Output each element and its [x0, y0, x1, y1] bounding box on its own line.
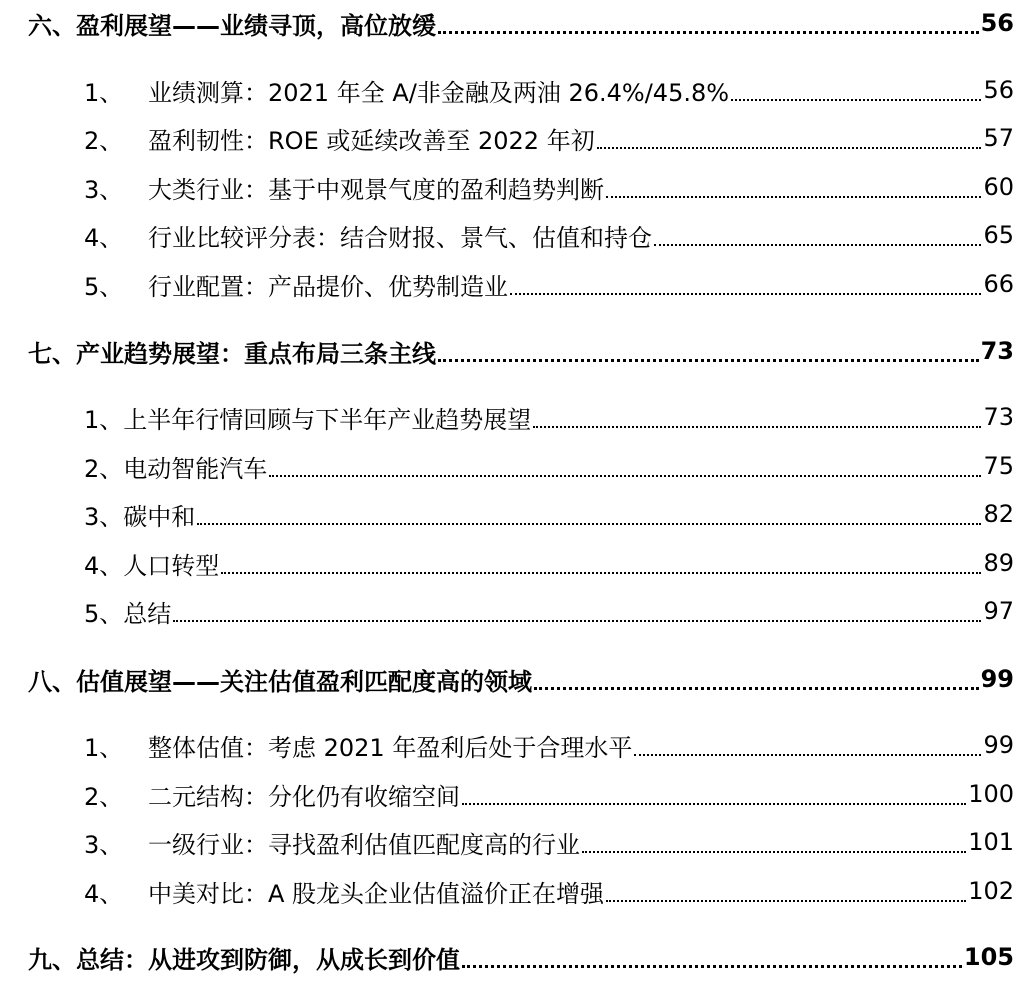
- toc-item[interactable]: [0, 215, 1034, 255]
- item-title: 人口转型: [123, 551, 220, 580]
- page-number: 57: [983, 124, 1014, 152]
- item-number: 3、: [84, 502, 124, 531]
- item-title: 二元结构：分化仍有收缩空间: [148, 782, 460, 811]
- dot-leader: [197, 523, 981, 525]
- page-number: 101: [968, 828, 1014, 856]
- dot-leader: [438, 31, 979, 34]
- page-number: 89: [983, 549, 1014, 577]
- page-number: 56: [980, 9, 1014, 37]
- toc-section-9[interactable]: [0, 937, 1034, 977]
- dot-leader: [597, 147, 982, 149]
- page-number: 60: [983, 173, 1014, 201]
- item-number: 5、: [84, 272, 124, 301]
- page-number: 66: [983, 270, 1014, 298]
- toc-item[interactable]: [0, 725, 1034, 765]
- dot-leader: [582, 851, 966, 853]
- toc-item[interactable]: [0, 871, 1034, 911]
- toc-item[interactable]: [0, 822, 1034, 862]
- toc-item[interactable]: [0, 397, 1034, 437]
- item-title: 盈利韧性：ROE 或延续改善至 2022 年初: [148, 126, 595, 155]
- dot-leader: [534, 687, 979, 690]
- page-number: 75: [983, 452, 1014, 480]
- toc-item[interactable]: [0, 264, 1034, 304]
- dot-leader: [462, 965, 962, 968]
- page-number: 65: [983, 221, 1014, 249]
- toc-item[interactable]: [0, 774, 1034, 814]
- item-title: 碳中和: [123, 502, 196, 531]
- dot-leader: [269, 475, 981, 477]
- toc-section-8[interactable]: [0, 659, 1034, 699]
- item-number: 4、: [84, 879, 124, 908]
- toc-section-6[interactable]: [0, 3, 1034, 43]
- page-number: 56: [983, 76, 1014, 104]
- item-number: 3、: [84, 830, 124, 859]
- dot-leader: [606, 196, 981, 198]
- page-number: 97: [983, 597, 1014, 625]
- page-number: 73: [983, 403, 1014, 431]
- item-number: 1、: [84, 405, 124, 434]
- item-title: 整体估值：考虑 2021 年盈利后处于合理水平: [148, 733, 633, 762]
- dot-leader: [221, 572, 981, 574]
- page-number: 100: [968, 780, 1014, 808]
- item-title: 大类行业：基于中观景气度的盈利趋势判断: [148, 175, 604, 204]
- item-title: 行业配置：产品提价、优势制造业: [148, 272, 508, 301]
- item-number: 3、: [84, 175, 124, 204]
- toc-item[interactable]: [0, 543, 1034, 583]
- item-number: 2、: [84, 454, 124, 483]
- section-title: 九、总结：从进攻到防御，从成长到价值: [28, 945, 460, 974]
- page-number: 99: [983, 731, 1014, 759]
- item-number: 2、: [84, 782, 124, 811]
- item-number: 4、: [84, 223, 124, 252]
- page-number: 82: [983, 500, 1014, 528]
- toc-item[interactable]: [0, 167, 1034, 207]
- toc-item[interactable]: [0, 494, 1034, 534]
- dot-leader: [173, 620, 981, 622]
- dot-leader: [654, 244, 981, 246]
- item-number: 1、: [84, 78, 124, 107]
- toc-section-7[interactable]: [0, 331, 1034, 371]
- section-title: 八、估值展望——关注估值盈利匹配度高的领域: [28, 667, 532, 696]
- dot-leader: [510, 293, 981, 295]
- page-number: 102: [968, 877, 1014, 905]
- item-title: 业绩测算：2021 年全 A/非金融及两油 26.4%/45.8%: [148, 78, 730, 107]
- section-title: 七、产业趋势展望：重点布局三条主线: [28, 339, 436, 368]
- toc-item[interactable]: [0, 446, 1034, 486]
- page-number: 105: [963, 943, 1014, 971]
- item-number: 4、: [84, 551, 124, 580]
- page-number: 73: [980, 337, 1014, 365]
- dot-leader: [438, 359, 979, 362]
- item-title: 行业比较评分表：结合财报、景气、估值和持仓: [148, 223, 652, 252]
- dot-leader: [606, 900, 966, 902]
- dot-leader: [634, 754, 981, 756]
- toc-item[interactable]: [0, 591, 1034, 631]
- page-number: 99: [980, 665, 1014, 693]
- item-title: 一级行业：寻找盈利估值匹配度高的行业: [148, 830, 580, 859]
- dot-leader: [462, 803, 966, 805]
- item-number: 1、: [84, 733, 124, 762]
- item-title: 电动智能汽车: [123, 454, 268, 483]
- item-title: 中美对比：A 股龙头企业估值溢价正在增强: [148, 879, 605, 908]
- dot-leader: [533, 426, 981, 428]
- section-title: 六、盈利展望——业绩寻顶，高位放缓: [28, 11, 436, 40]
- item-title: 上半年行情回顾与下半年产业趋势展望: [123, 405, 532, 434]
- item-number: 2、: [84, 126, 124, 155]
- dot-leader: [731, 99, 981, 101]
- toc-item[interactable]: [0, 70, 1034, 110]
- toc-item[interactable]: [0, 118, 1034, 158]
- item-title: 总结: [123, 599, 172, 628]
- item-number: 5、: [84, 599, 124, 628]
